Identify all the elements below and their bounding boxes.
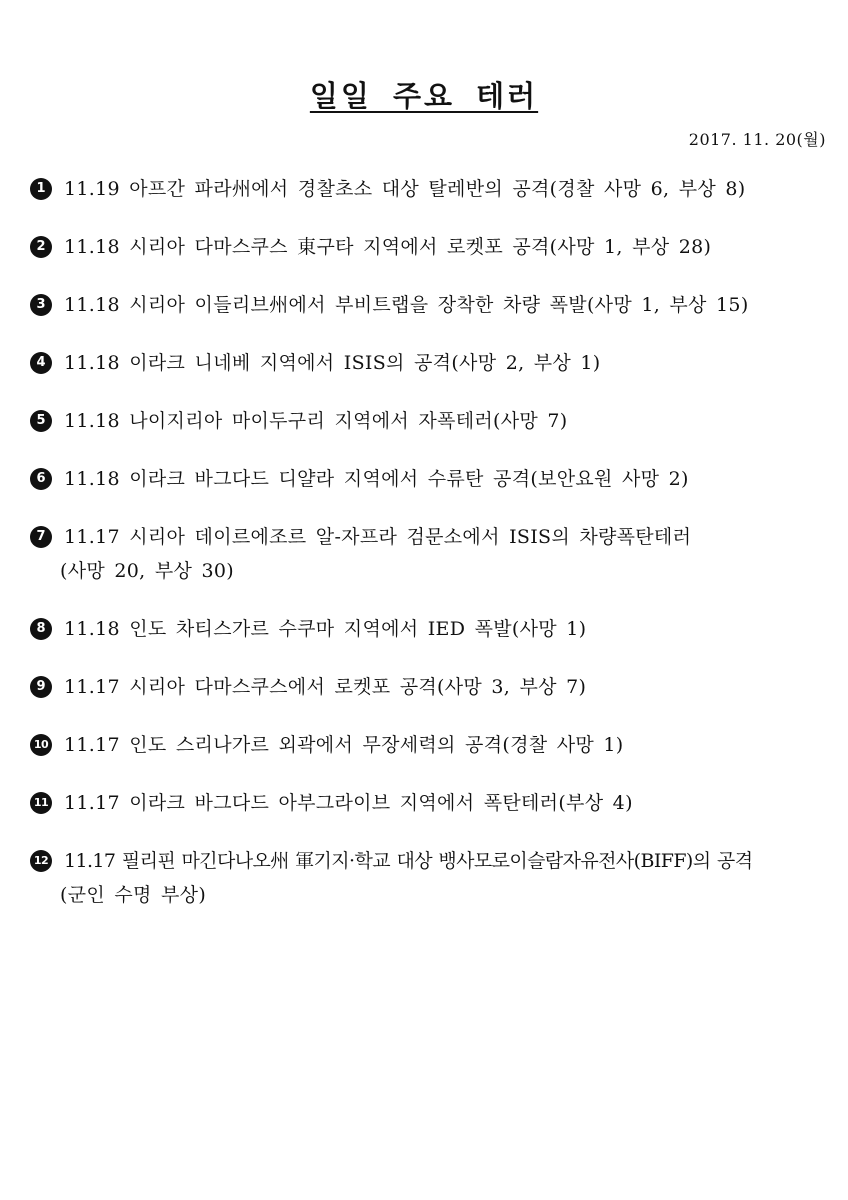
list-item bbox=[30, 670, 830, 704]
list-item bbox=[30, 612, 830, 646]
list-item bbox=[30, 728, 830, 762]
incident-text-block bbox=[60, 520, 830, 588]
number-badge: 1 bbox=[30, 178, 52, 200]
list-item bbox=[30, 346, 830, 380]
incident-text-continued: (군인 수명 부상) bbox=[60, 884, 207, 906]
list-item bbox=[30, 786, 830, 820]
incident-text-continued: (사망 20, 부상 30) bbox=[60, 560, 234, 582]
list-item bbox=[30, 404, 830, 438]
number-badge: 10 bbox=[30, 734, 52, 756]
number-badge: 9 bbox=[30, 676, 52, 698]
list-item bbox=[30, 462, 830, 496]
incident-text: 11.18 나이지리아 마이두구리 지역에서 자폭테러(사망 7) bbox=[64, 410, 568, 432]
incident-text: 11.17 인도 스리나가르 외곽에서 무장세력의 공격(경찰 사망 1) bbox=[64, 734, 624, 756]
number-badge: 11 bbox=[30, 792, 52, 814]
number-badge: 7 bbox=[30, 526, 52, 548]
incident-text: 11.18 이라크 바그다드 디얄라 지역에서 수류탄 공격(보안요원 사망 2) bbox=[64, 468, 689, 490]
incident-text: 11.17 시리아 데이르에조르 알-자프라 검문소에서 ISIS의 차량폭탄테러 bbox=[64, 526, 692, 548]
page-title bbox=[0, 74, 848, 115]
report-date: 2017. 11. 20(월) bbox=[688, 130, 826, 149]
list-item bbox=[30, 520, 830, 588]
incident-text: 11.17 시리아 다마스쿠스에서 로켓포 공격(사망 3, 부상 7) bbox=[64, 676, 587, 698]
incident-text: 11.18 시리아 다마스쿠스 東구타 지역에서 로켓포 공격(사망 1, 부상 28) bbox=[64, 236, 712, 258]
incident-text: 11.18 인도 차티스가르 수쿠마 지역에서 IED 폭발(사망 1) bbox=[64, 618, 587, 640]
list-item bbox=[30, 230, 830, 264]
list-item bbox=[30, 288, 830, 322]
incident-text: 11.18 이라크 니네베 지역에서 ISIS의 공격(사망 2, 부상 1) bbox=[64, 352, 601, 374]
number-badge: 12 bbox=[30, 850, 52, 872]
number-badge: 6 bbox=[30, 468, 52, 490]
number-badge: 4 bbox=[30, 352, 52, 374]
number-badge: 3 bbox=[30, 294, 52, 316]
incident-text: 11.19 아프간 파라州에서 경찰초소 대상 탈레반의 공격(경찰 사망 6, 부상 8) bbox=[64, 178, 746, 200]
number-badge: 5 bbox=[30, 410, 52, 432]
page-title-text: 일일 주요 테러 bbox=[309, 79, 539, 113]
incident-text: 11.17 이라크 바그다드 아부그라이브 지역에서 폭탄테러(부상 4) bbox=[64, 792, 633, 814]
list-item bbox=[30, 844, 830, 912]
list-item bbox=[30, 172, 830, 206]
incident-text-block bbox=[60, 844, 830, 912]
incident-text: 11.18 시리아 이들리브州에서 부비트랩을 장착한 차량 폭발(사망 1, 부상 15) bbox=[64, 294, 749, 316]
number-badge: 2 bbox=[30, 236, 52, 258]
incident-list bbox=[30, 172, 830, 936]
number-badge: 8 bbox=[30, 618, 52, 640]
incident-text: 11.17 필리핀 마긴다나오州 軍기지·학교 대상 뱅사모로이슬람자유전사(BIFF)의 공격 bbox=[64, 850, 753, 872]
